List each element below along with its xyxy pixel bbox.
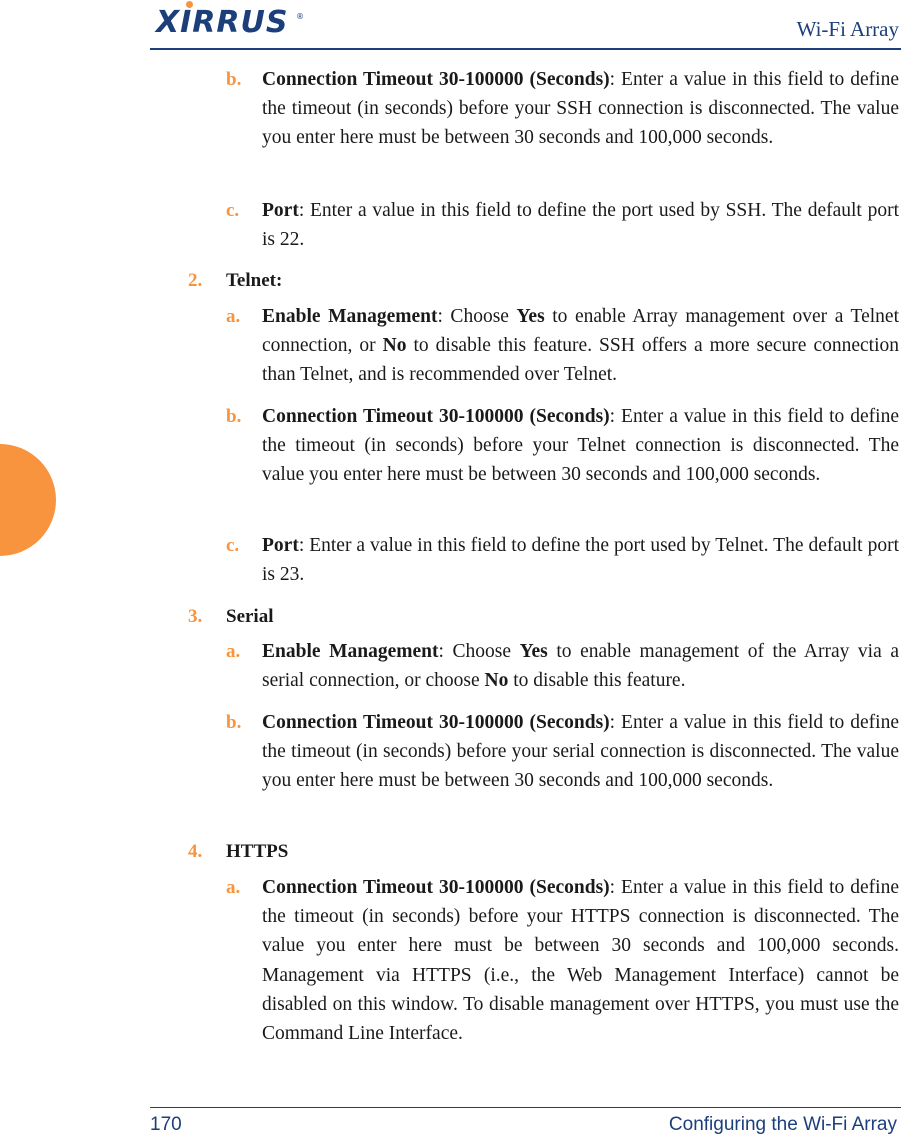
option-yes: Yes (519, 641, 548, 662)
term: Connection Timeout 30-100000 (Seconds) (262, 406, 610, 427)
term: Port (262, 200, 299, 221)
header-rule (150, 48, 901, 50)
description: to enable Array management over a Telnet connection, or (262, 306, 899, 357)
section-heading: HTTPS (226, 841, 289, 862)
description: : Enter a value in this field to define the timeout (in seconds) before your HTTPS connection is disconnected. The value you enter here must be between 30 seconds and 100,000 seconds. Management via HTTPS (i.e., the Web Management Interface) cannot be disabled on this window. To disable management over HTTPS, you must use the Command Line Interface. (262, 877, 899, 1045)
section-number: 4. (188, 841, 203, 862)
list-item (262, 302, 899, 390)
description: to disable this feature. SSH offers a more secure connection than Telnet, and is recommended over Telnet. (262, 335, 899, 386)
term: Enable Management (262, 641, 439, 662)
list-letter: b. (226, 406, 242, 427)
list-item (262, 708, 899, 796)
term: Connection Timeout 30-100000 (Seconds) (262, 69, 610, 90)
section-number: 2. (188, 270, 203, 291)
chapter-tab (0, 444, 56, 556)
registered-mark: ® (296, 12, 304, 21)
footer-rule (150, 1107, 901, 1108)
option-no: No (382, 335, 407, 357)
description: : Enter a value in this field to define the port used by SSH. The default port is 22. (262, 200, 899, 251)
list-letter: a. (226, 641, 241, 662)
list-item (262, 873, 899, 1048)
list-letter: a. (226, 877, 241, 898)
description: : Choose (438, 641, 520, 662)
footer-section-title: Configuring the Wi-Fi Array (668, 1114, 897, 1135)
brand-logo: XIRRUS (156, 5, 289, 40)
section-heading: Telnet: (226, 270, 283, 291)
option-no: No (484, 670, 509, 692)
description: to disable this feature. (508, 670, 686, 692)
term: Connection Timeout 30-100000 (Seconds) (262, 712, 610, 733)
description: : Enter a value in this field to define the port used by Telnet. The default port is 23. (262, 535, 899, 586)
list-item (262, 402, 899, 490)
term: Port (262, 535, 299, 556)
term: Connection Timeout 30-100000 (Seconds) (262, 877, 610, 898)
description: : Enter a value in this field to define the timeout (in seconds) before your SSH connection is disconnected. The value you enter here must be between 30 seconds and 100,000 seconds. (262, 69, 899, 149)
section-number: 3. (188, 606, 203, 627)
description: to enable management of the Array via a serial connection, or choose (262, 641, 899, 692)
list-item (262, 637, 899, 695)
list-letter: b. (226, 712, 242, 733)
list-letter: c. (226, 535, 240, 556)
option-yes: Yes (516, 306, 545, 327)
list-letter: b. (226, 69, 242, 90)
description: : Enter a value in this field to define the timeout (in seconds) before your serial connection is disconnected. The value you enter here must be between 30 seconds and 100,000 seconds. (262, 712, 899, 792)
section-heading: Serial (226, 606, 274, 627)
list-item (262, 65, 899, 153)
header-title: Wi-Fi Array (796, 17, 899, 41)
page-number: 170 (150, 1114, 182, 1135)
list-letter: a. (226, 306, 241, 327)
list-item (262, 531, 899, 589)
term: Enable Management (262, 306, 438, 327)
list-item (262, 196, 899, 254)
description: : Enter a value in this field to define the timeout (in seconds) before your Telnet connection is disconnected. The value you enter here must be between 30 seconds and 100,000 seconds. (262, 406, 899, 486)
description: : Choose (437, 306, 517, 327)
list-letter: c. (226, 200, 240, 221)
